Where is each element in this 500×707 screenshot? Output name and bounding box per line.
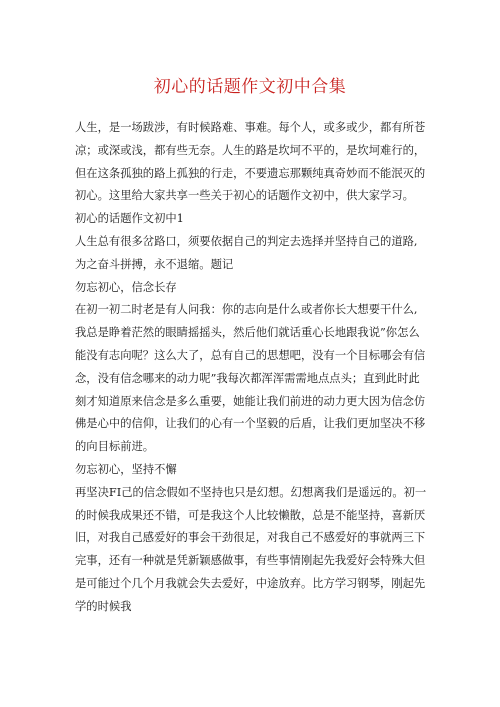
document-body	[75, 117, 427, 619]
essay-heading: 初心的话题作文初中1	[75, 212, 184, 226]
section-heading-persistence: 勿忘初心，坚持不懈	[75, 462, 177, 476]
persistence-paragraph: 再坚决FI己的信念假如不坚持也只是幻想。幻想离我们是遥远的。初一的时候我成果还不错，可是我这个人比较懒散，总是不能坚持，喜新厌旧，对我自己感爱好的事会干劲很足，对我自己不感爱好的事就两三下完事，还有一种就是凭新颖感做事，有些事情刚起先我爱好会特殊大但是可能过个几个月我就会失去爱好，中途放弃。比方学习钢琴，刚起先学的时候我	[75, 485, 427, 613]
section-heading-belief: 勿忘初心，信念长存	[75, 280, 177, 294]
epigraph-paragraph: 人生总有很多岔路口，须要依据自己的判定去选择并坚持自己的道路,为之奋斗拼搏，永不退缩。题记	[75, 234, 418, 271]
intro-paragraph: 人生，是一场跋涉，有时候路难、事难。每个人，或多或少，都有所苍凉；或深或浅，都有些无奈。人生的路是坎坷不平的，是坎坷难行的，但在这条孤独的路上孤独的行走，不要遗忘那颗纯真奇妙而不能泯灭的初心。这里给大家共享一些关于初心的话题作文初中，供大家学习。	[75, 121, 426, 203]
belief-paragraph: 在初一初二时老是有人问我：你的志向是什么或者你长大想要干什么,我总是睁着茫然的眼睛摇摇头，然后他们就话重心长地跟我说”你怎么能没有志向呢？这么大了，总有自己的思想吧，没有一个目标哪会有信念，没有信念哪来的动力呢”我每次都浑浑需需地点点头；直到此时此刻才知道原来信念是多么重要，她能让我们前进的动力更大因为信念仿佛是心中的信仰，让我们的心有一个坚毅的后盾，让我们更加坚决不移的向目标前进。	[75, 303, 426, 454]
document-title: 初心的话题作文初中合集	[153, 77, 347, 97]
